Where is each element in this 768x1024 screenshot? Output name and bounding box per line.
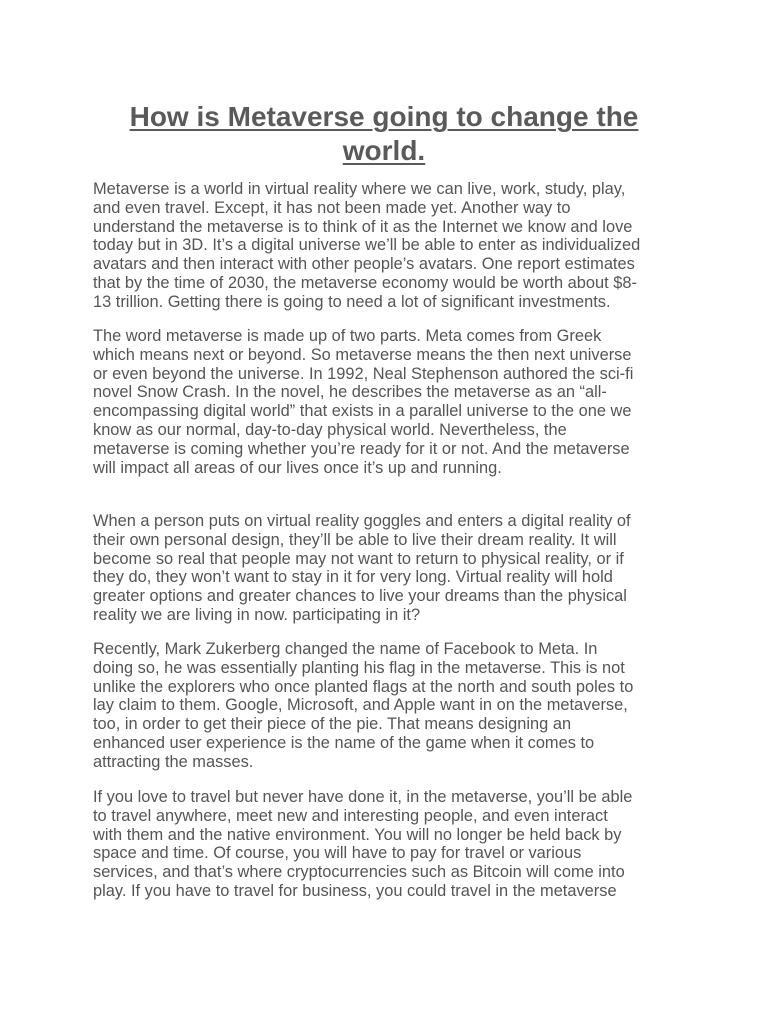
text-line: lay claim to them. Google, Microsoft, and Apple want in on the metaverse,	[93, 696, 628, 715]
text-line: When a person puts on virtual reality goggles and enters a digital reality of	[93, 512, 631, 530]
text-line: understand the metaverse is to think of it as the Internet we know and love	[93, 217, 633, 236]
paragraph-vr-goggles	[93, 512, 683, 625]
text-line: today but in 3D. It’s a digital universe we’ll be able to enter as individualized	[93, 236, 641, 255]
text-line: metaverse is coming whether you’re ready for it or not. And the metaverse	[93, 439, 630, 458]
text-line: If you love to travel but never have done it, in the metaverse, you’ll be able	[93, 788, 633, 806]
text-line: play. If you have to travel for business, you could travel in the metaverse	[93, 881, 617, 900]
text-line: become so real that people may not want to return to physical reality, or if	[93, 549, 624, 568]
document-title: How is Metaverse going to change the world.	[129, 101, 639, 166]
text-line: know as our normal, day-to-day physical world. Nevertheless, the	[93, 420, 567, 439]
text-line: Metaverse is a world in virtual reality where we can live, work, study, play,	[93, 180, 626, 198]
text-line: which means next or beyond. So metaverse means the then next universe	[93, 345, 632, 364]
text-line: doing so, he was essentially planting his flag in the metaverse. This is not	[93, 658, 625, 677]
text-line: attracting the masses.	[93, 752, 254, 771]
paragraph-facebook-meta	[93, 640, 683, 772]
text-line: services, and that’s where cryptocurrencies such as Bitcoin will come into	[93, 863, 625, 882]
paragraph-word-origin	[93, 327, 683, 477]
text-line: with them and the native environment. You will no longer be held back by	[93, 825, 622, 844]
text-line: and even travel. Except, it has not been made yet. Another way to	[93, 198, 571, 217]
text-line: enhanced user experience is the name of the game when it comes to	[93, 733, 595, 752]
text-line: that by the time of 2030, the metaverse economy would be worth about $8-	[93, 273, 637, 292]
text-line: will impact all areas of our lives once it’s up and running.	[93, 458, 502, 477]
paragraph-metaverse-definition	[93, 180, 683, 312]
text-line: Recently, Mark Zukerberg changed the name of Facebook to Meta. In	[93, 640, 598, 658]
text-line: novel Snow Crash. In the novel, he describes the metaverse as an “all-	[93, 383, 607, 402]
paragraph-travel	[93, 788, 683, 901]
text-line: avatars and then interact with other people’s avatars. One report estimates	[93, 255, 635, 274]
text-line: or even beyond the universe. In 1992, Neal Stephenson authored the sci-fi	[93, 364, 634, 383]
text-line: too, in order to get their piece of the pie. That means designing an	[93, 715, 572, 734]
text-line: encompassing digital world” that exists in a parallel universe to the one we	[93, 402, 632, 421]
text-line: space and time. Of course, you will have to pay for travel or various	[93, 844, 582, 863]
text-line: their own personal design, they’ll be able to live their dream reality. It will	[93, 530, 617, 549]
text-line: to travel anywhere, meet new and interesting people, and even interact	[93, 806, 608, 825]
text-line: 13 trillion. Getting there is going to need a lot of significant investments.	[93, 292, 611, 311]
text-line: they do, they won’t want to stay in it for very long. Virtual reality will hold	[93, 568, 613, 587]
text-line: reality we are living in now. participating in it?	[93, 605, 421, 624]
text-line: The word metaverse is made up of two parts. Meta comes from Greek	[93, 327, 602, 345]
text-line: unlike the explorers who once planted flags at the north and south poles to	[93, 677, 634, 696]
text-line: greater options and greater chances to live your dreams than the physical	[93, 587, 627, 606]
